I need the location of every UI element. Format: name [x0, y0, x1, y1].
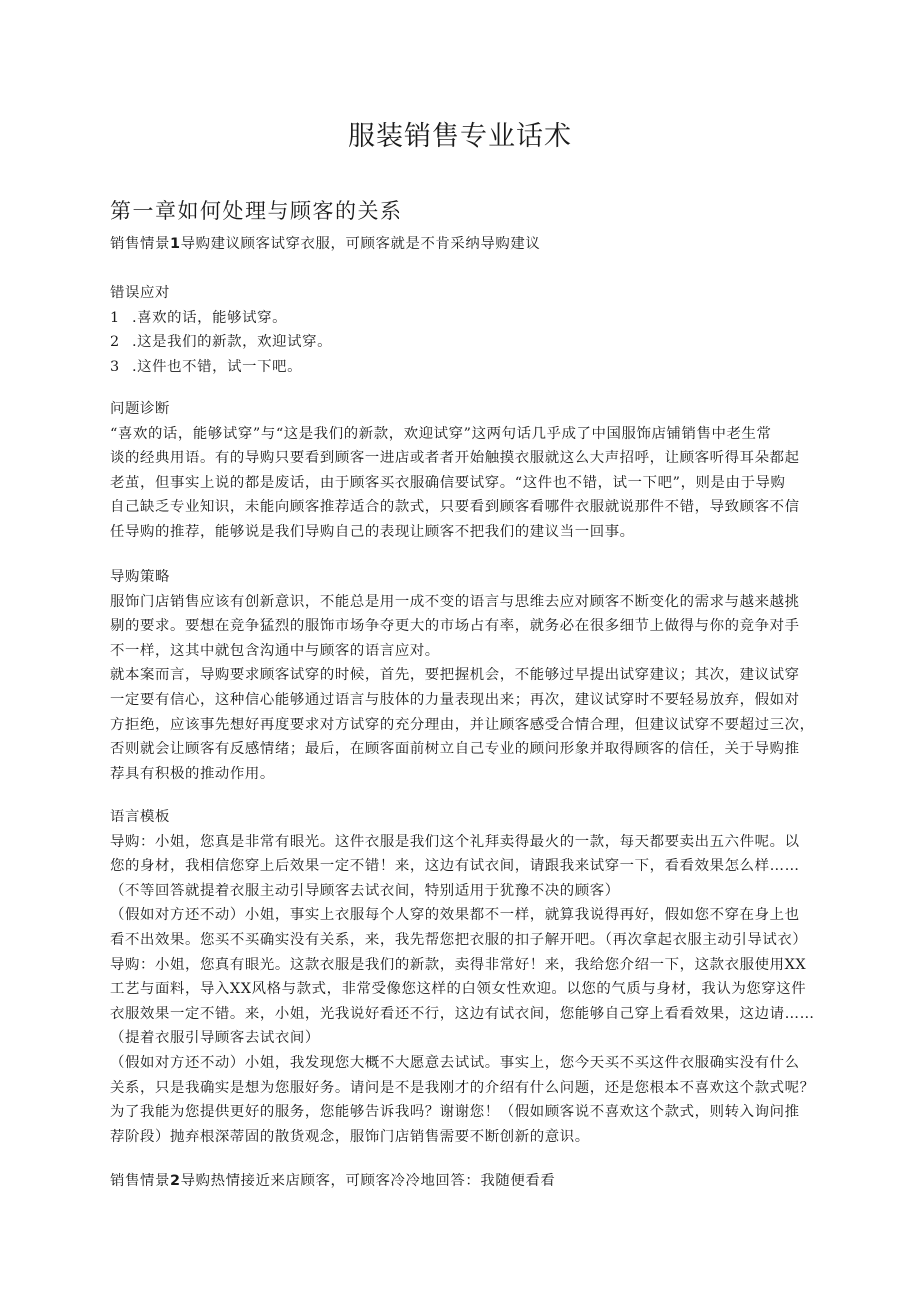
diagnosis-line: 谈的经典用语。有的导购只要看到顾客一进店或者者开始触摸衣服就这么大声招呼，让顾客听得耳朵都起: [110, 450, 800, 467]
template-line: 看不出效果。您买不买确实没有关系，来，我先帮您把衣服的扣子解开吧。（再次拿起衣服主动引导试衣）: [110, 931, 808, 948]
chapter-title: 第一章如何处理与顾客的关系: [110, 199, 403, 224]
template-line: （假如对方还不动）小姐，事实上衣服每个人穿的效果都不一样，就算我说得再好，假如您不穿在身上也: [110, 907, 800, 924]
scenario-2-line: [110, 1169, 830, 1194]
strategy-line: 服饰门店销售应该有创新意识，不能总是用一成不变的语言与思维去应对顾客不断变化的需求与越来越挑: [110, 593, 800, 610]
template-line: 衣服效果一定不错。来，小姐，光我说好看还不行，这边有试衣间，您能够自己穿上看看效果，这边请……: [110, 1005, 815, 1022]
wrong-response-item: [110, 306, 830, 331]
scenario-2-prefix: 销售情景: [110, 1173, 170, 1189]
template-line: 导购：小姐，您真有眼光。这款衣服是我们的新款，卖得非常好！来，我给您介绍一下，这款衣服使用XX: [110, 956, 807, 973]
template-heading: 语言模板: [110, 809, 170, 825]
diagnosis-line: 任导购的推荐，能够说是我们导购自己的表现让顾客不把我们的建议当一回事。: [110, 523, 635, 540]
wrong-response-heading: 错误应对: [110, 285, 170, 301]
scenario-2-number: 2: [169, 1173, 181, 1189]
template-line: （假如对方还不动）小姐，我发现您大概不大愿意去试试。事实上，您今天买不买这件衣服确实没有什么: [110, 1054, 800, 1071]
strategy-line: 否则就会让顾客有反感情绪；最后，在顾客面前树立自己专业的顾问形象并取得顾客的信任，关于导购推: [110, 741, 800, 758]
list-number: 1: [110, 309, 120, 326]
scenario-1-line: [110, 232, 830, 257]
wrong-response-item: [110, 355, 830, 380]
scenario-1-prefix: 销售情景: [110, 236, 170, 252]
diagnosis-line: 老茧，但事实上说的都是废话，由于顾客买衣服确信要试穿。“这件也不错，试一下吧”，则是由于导购: [110, 474, 786, 491]
scenario-2-text: 导购热情接近来店顾客，可顾客冷冷地回答：我随便看看: [180, 1173, 556, 1189]
strategy-section: [110, 565, 830, 786]
strategy-heading: 导购策略: [110, 569, 170, 585]
template-line: 工艺与面料，导入XX风格与款式，非常受像您这样的白领女性欢迎。以您的气质与身材，我认为您穿这件: [110, 981, 807, 998]
list-text: .这件也不错，试一下吧。: [132, 358, 303, 375]
template-line: 您的身材，我相信您穿上后效果一定不错！来，这边有试衣间，请跟我来试穿一下，看看效果怎么样……: [110, 858, 800, 875]
scenario-1-number: 1: [169, 236, 181, 252]
list-number: 3: [110, 358, 120, 375]
diagnosis-line: “喜欢的话，能够试穿”与“这是我们的新款，欢迎试穿”这两句话几乎成了中国服饰店铺销售中老生常: [110, 425, 772, 442]
template-line: （提着衣服引导顾客去试衣间）: [110, 1030, 320, 1047]
wrong-response-item: [110, 330, 830, 355]
scenario-1-text: 导购建议顾客试穿衣服，可顾客就是不肯采纳导购建议: [180, 236, 541, 252]
diagnosis-line: 自己缺乏专业知识，未能向顾客推荐适合的款式，只要看到顾客看哪件衣服就说那件不错，导致顾客不信: [110, 499, 800, 516]
template-section: [110, 805, 830, 1149]
strategy-line: 不一样，这其中就包含沟通中与顾客的语言应对。: [110, 642, 440, 659]
strategy-line: 方拒绝，应该事先想好再度要求对方试穿的充分理由，并让顾客感受合情合理，但建议试穿不要超过三次，: [110, 716, 815, 733]
template-line: 导购：小姐，您真是非常有眼光。这件衣服是我们这个礼拜卖得最火的一款，每天都要卖出五六件呢。以: [110, 833, 800, 850]
document-title: 服装销售专业话术: [348, 121, 572, 153]
list-text: .这是我们的新款，欢迎试穿。: [132, 334, 333, 351]
list-text: .喜欢的话，能够试穿。: [132, 309, 288, 326]
strategy-line: 剔的要求。要想在竞争猛烈的服饰市场争夺更大的市场占有率，就务必在很多细节上做得与你的竞争对手: [110, 618, 800, 635]
list-number: 2: [110, 334, 120, 351]
wrong-response-section: [110, 281, 830, 379]
diagnosis-heading: 问题诊断: [110, 401, 170, 417]
template-line: （不等回答就提着衣服主动引导顾客去试衣间，特别适用于犹豫不决的顾客）: [110, 882, 620, 899]
strategy-line: 荐具有积极的推动作用。: [110, 765, 275, 782]
template-line: 为了我能为您提供更好的服务，您能够告诉我吗？谢谢您！（假如顾客说不喜欢这个款式，则转入询问推: [110, 1104, 800, 1121]
template-line: 关系，只是我确实是想为您服好务。请问是不是我刚才的介绍有什么问题，还是您根本不喜欢这个款式呢？: [110, 1079, 815, 1096]
strategy-line: 一定要有信心，这种信心能够通过语言与肢体的力量表现出来；再次，建议试穿时不要轻易放弃，假如对: [110, 691, 800, 708]
strategy-line: 就本案而言，导购要求顾客试穿的时候，首先，要把握机会，不能够过早提出试穿建议；其次，建议试穿: [110, 667, 800, 684]
diagnosis-section: [110, 397, 830, 545]
template-line: 荐阶段）抛弃根深蒂固的散货观念，服饰门店销售需要不断创新的意识。: [110, 1128, 590, 1145]
